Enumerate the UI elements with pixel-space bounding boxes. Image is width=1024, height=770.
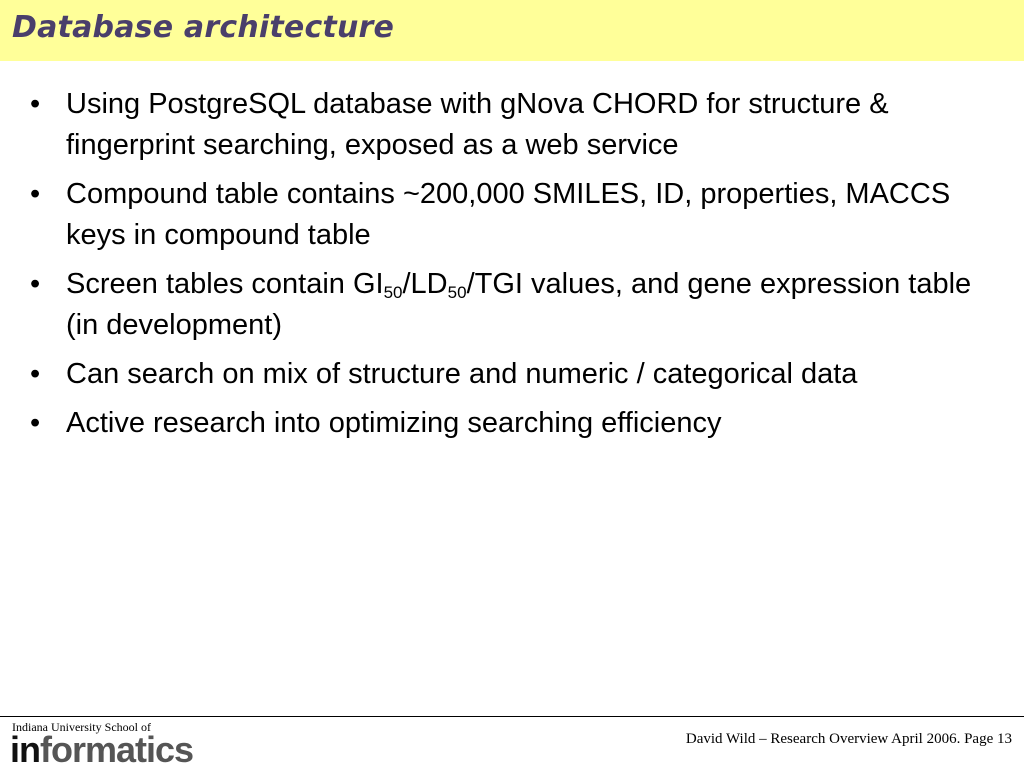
bullet-item xyxy=(0,354,1024,395)
bullet-text: Can search on mix of structure and numeric / categorical data xyxy=(66,358,858,390)
bullet-text: Active research into optimizing searching efficiency xyxy=(66,407,722,439)
bullet-dot-icon: • xyxy=(30,407,41,439)
bullet-dot-icon: • xyxy=(30,88,41,120)
bullet-dot-icon: • xyxy=(30,358,41,390)
bullet-list xyxy=(0,84,1024,452)
bullet-item xyxy=(0,403,1024,444)
bullet-dot-icon: • xyxy=(30,178,41,210)
bullet-text: Screen tables contain $GI_{50}/LD_{50}$/TGI values, and gene expression table (in development) xyxy=(66,268,972,341)
footer-divider xyxy=(0,716,1024,717)
logo-rest: formatics xyxy=(40,729,194,770)
slide-title: Database architecture xyxy=(12,10,395,45)
subscript: 50 xyxy=(447,283,467,302)
subscript: 50 xyxy=(383,283,403,302)
title-bar xyxy=(0,0,1024,61)
bullet-text: Compound table contains ~200,000 SMILES, ID, properties, MACCS keys in compound table xyxy=(66,178,951,251)
logo-prefix: in xyxy=(10,729,40,770)
bullet-item xyxy=(0,84,1024,166)
bullet-item xyxy=(0,264,1024,346)
bullet-text: Using PostgreSQL database with gNova CHORD for structure & fingerprint searching, exposed as a web service xyxy=(66,88,889,161)
footer-text: David Wild – Research Overview April 2006. Page 13 xyxy=(685,731,1012,747)
bullet-dot-icon: • xyxy=(30,268,41,300)
logo-caption: Indiana University School of xyxy=(12,720,151,734)
informatics-logo xyxy=(10,730,193,770)
bullet-item xyxy=(0,174,1024,256)
